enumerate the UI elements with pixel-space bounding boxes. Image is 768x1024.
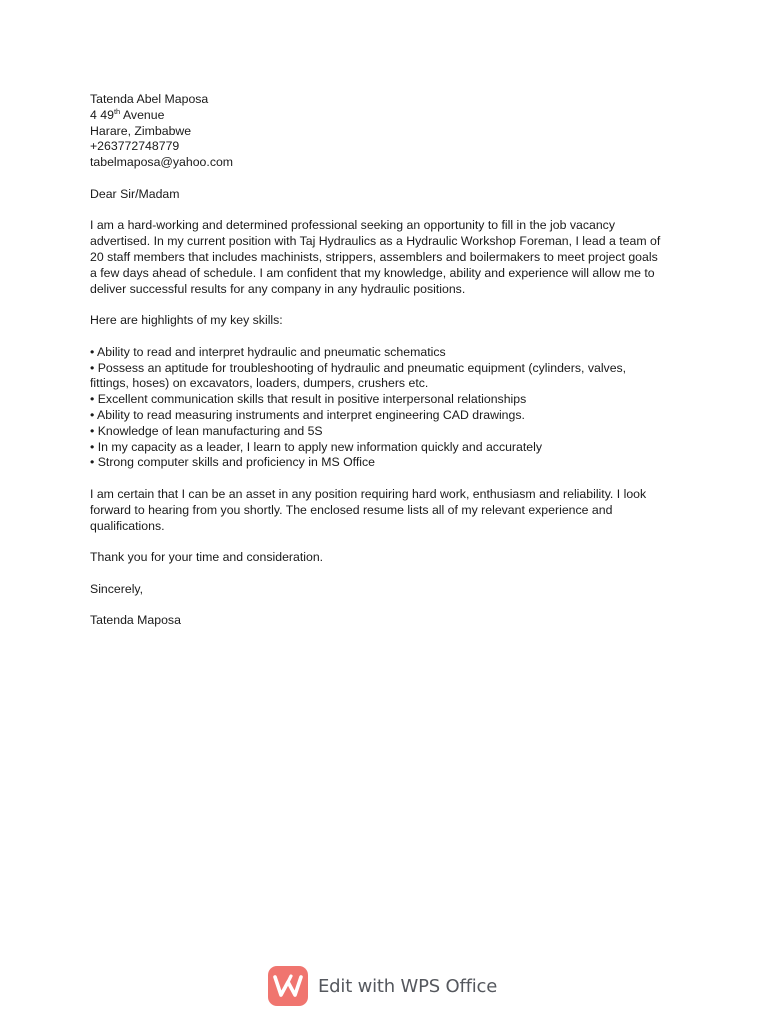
sender-block [90,92,690,171]
signoff: Sincerely, [90,581,144,596]
wps-w-logo-icon[interactable] [268,966,308,1006]
sender-email: tabelmaposa@yahoo.com [90,155,234,170]
intro-line: deliver successful results for any company in any hydraulic positions. [90,281,466,296]
skills-list [90,345,690,471]
thanks-line: Thank you for your time and consideration. [90,550,324,565]
signature-name: Tatenda Maposa [90,613,181,628]
intro-paragraph [90,218,690,297]
skill-item-continuation: fittings, hoses) on excavators, loaders, dumpers, crushers etc. [90,376,429,391]
skills-intro: Here are highlights of my key skills: [90,313,283,328]
skill-item: • Strong computer skills and proficiency in MS Office [90,455,375,470]
skill-item: • Knowledge of lean manufacturing and 5S [90,423,323,438]
skill-item: • Excellent communication skills that result in positive interpersonal relationships [90,392,527,407]
closing-line: qualifications. [90,518,165,533]
intro-line: 20 staff members that includes machinists, strippers, assemblers and boilermakers to meet project goals [90,249,658,264]
closing-paragraph [90,487,690,534]
skill-item: • In my capacity as a leader, I learn to apply new information quickly and accurately [90,439,543,454]
closing-line: forward to hearing from you shortly. The enclosed resume lists all of my relevant experience and [90,502,613,517]
sender-address-line [90,108,690,124]
address-ordinal-suffix: th [113,106,121,116]
letter-body [90,92,690,645]
sender-phone: +263772748779 [90,139,180,154]
wps-w-glyph-icon [273,973,303,999]
sender-city: Harare, Zimbabwe [90,123,192,138]
address-number: 4 49 [90,107,114,122]
edit-with-wps-link[interactable]: Edit with WPS Office [318,975,498,997]
intro-line: a few days ahead of schedule. I am confident that my knowledge, ability and experience will allow me to [90,265,655,280]
skill-item: • Ability to read measuring instruments and interpret engineering CAD drawings. [90,407,525,422]
wps-edit-banner[interactable] [268,965,497,1007]
intro-line: I am a hard-working and determined professional seeking an opportunity to fill in the job vacancy [90,218,615,233]
skill-item: • Possess an aptitude for troubleshooting of hydraulic and pneumatic equipment (cylinders, valves, [90,360,627,375]
skill-item: • Ability to read and interpret hydraulic and pneumatic schematics [90,344,446,359]
closing-line: I am certain that I can be an asset in any position requiring hard work, enthusiasm and reliability. I look [90,486,647,501]
address-street: Avenue [120,107,165,122]
sender-name: Tatenda Abel Maposa [90,92,209,106]
salutation: Dear Sir/Madam [90,186,180,201]
intro-line: advertised. In my current position with Taj Hydraulics as a Hydraulic Workshop Foreman, I lead a team of [90,234,661,249]
